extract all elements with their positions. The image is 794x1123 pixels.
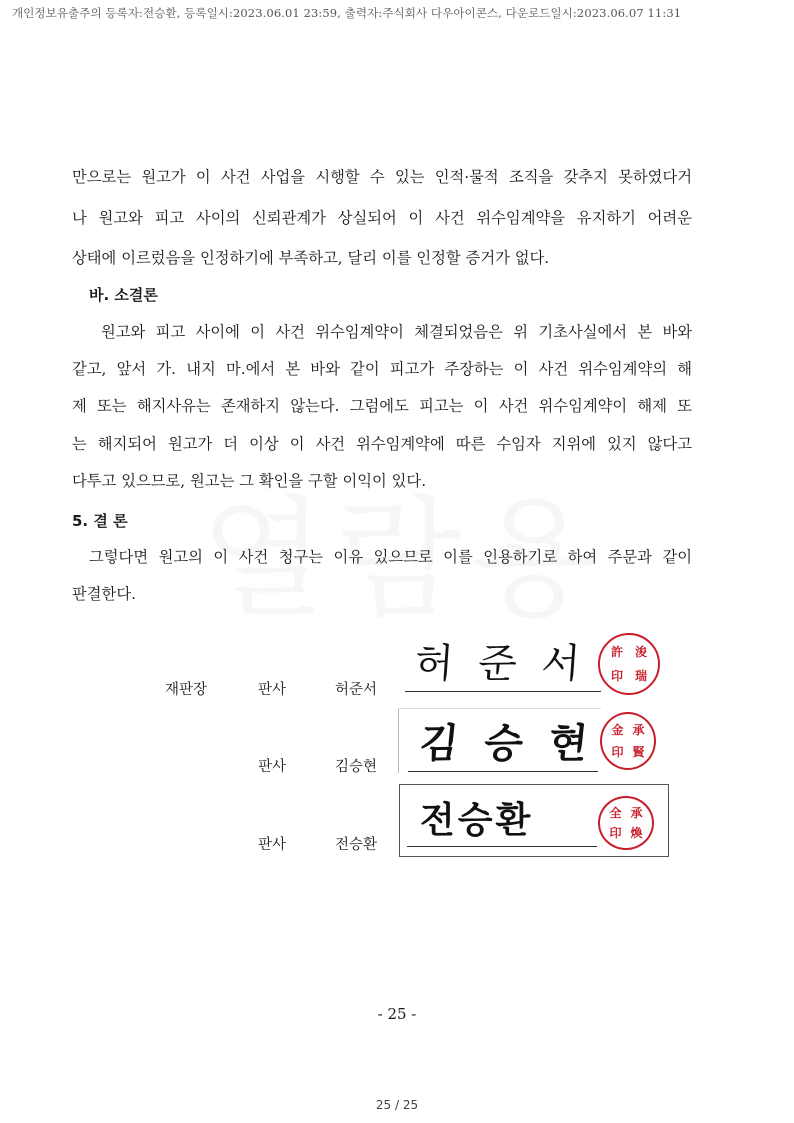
section-heading: 5. 결 론 — [72, 512, 128, 530]
download-header: 개인정보유출주의 등록자:전승환, 등록일시:2023.06.01 23:59, 출력자:주식회사 다우아이콘스, 다운로드일시:2023.06.07 11:31 — [12, 6, 682, 20]
seal-char: 印 — [611, 745, 624, 759]
text-line: 제 또는 해지사유는 존재하지 않는다. 그럼에도 피고는 이 사건 위수임계약이 해제 또 — [72, 397, 692, 415]
seal-char: 金 — [611, 723, 624, 737]
judge-title: 판사 — [258, 682, 287, 698]
section-heading: 바. 소결론 — [89, 286, 158, 304]
handwritten-signature: 허 준 서 — [413, 641, 588, 687]
handwritten-signature: 김 승 현 — [417, 721, 596, 767]
seal-char: 許 — [610, 645, 623, 659]
text-line: 만으로는 원고가 이 사건 사업을 시행할 수 있는 인적·물적 조직을 갖추지 못하였다거 — [72, 168, 692, 186]
seal-char: 煥 — [630, 826, 643, 840]
judge-title: 판사 — [258, 759, 287, 775]
seal-char: 印 — [610, 669, 623, 683]
text-line: 상태에 이르렀음을 인정하기에 부족하고, 달리 이를 인정할 증거가 없다. — [72, 249, 550, 267]
seal-stamp — [598, 633, 660, 695]
text-line: 판결한다. — [72, 585, 136, 603]
signature-line — [407, 846, 597, 847]
seal-char: 賢 — [632, 745, 645, 759]
seal-stamp — [598, 796, 654, 850]
text-line: 는 해지되어 원고가 더 이상 이 사건 위수임계약에 따른 수임자 지위에 있지 않다고 — [72, 435, 692, 453]
judge-title: 판사 — [258, 837, 287, 853]
seal-stamp — [600, 712, 656, 770]
seal-char: 承 — [630, 806, 643, 820]
judge-name: 김승현 — [335, 759, 378, 775]
judge-role: 재판장 — [165, 682, 208, 698]
seal-char: 全 — [609, 806, 622, 820]
page-counter: 25 / 25 — [375, 1098, 419, 1112]
seal-char: 浚 — [634, 645, 647, 659]
text-line: 다투고 있으므로, 원고는 그 확인을 구할 이익이 있다. — [72, 472, 427, 490]
text-line: 같고, 앞서 가. 내지 마.에서 본 바와 같이 피고가 주장하는 이 사건 위수임계약의 해 — [72, 360, 692, 378]
seal-char: 瑞 — [634, 669, 647, 683]
text-line: 그렇다면 원고의 이 사건 청구는 이유 있으므로 이를 인용하기로 하여 주문과 같이 — [89, 548, 692, 566]
text-line: 나 원고와 피고 사이의 신뢰관계가 상실되어 이 사건 위수임계약을 유지하기 어려운 — [72, 209, 692, 227]
signature-line — [408, 771, 598, 772]
handwritten-signature: 전승환 — [420, 800, 534, 841]
seal-char: 承 — [632, 723, 645, 737]
text-line: 원고와 피고 사이에 이 사건 위수임계약이 체결되었음은 위 기초사실에서 본 바와 — [101, 323, 692, 341]
judge-name: 전승환 — [335, 837, 378, 853]
page-number: - 25 - — [377, 1005, 417, 1023]
signature-line — [405, 691, 601, 692]
seal-char: 印 — [609, 826, 622, 840]
judge-name: 허준서 — [335, 682, 378, 698]
